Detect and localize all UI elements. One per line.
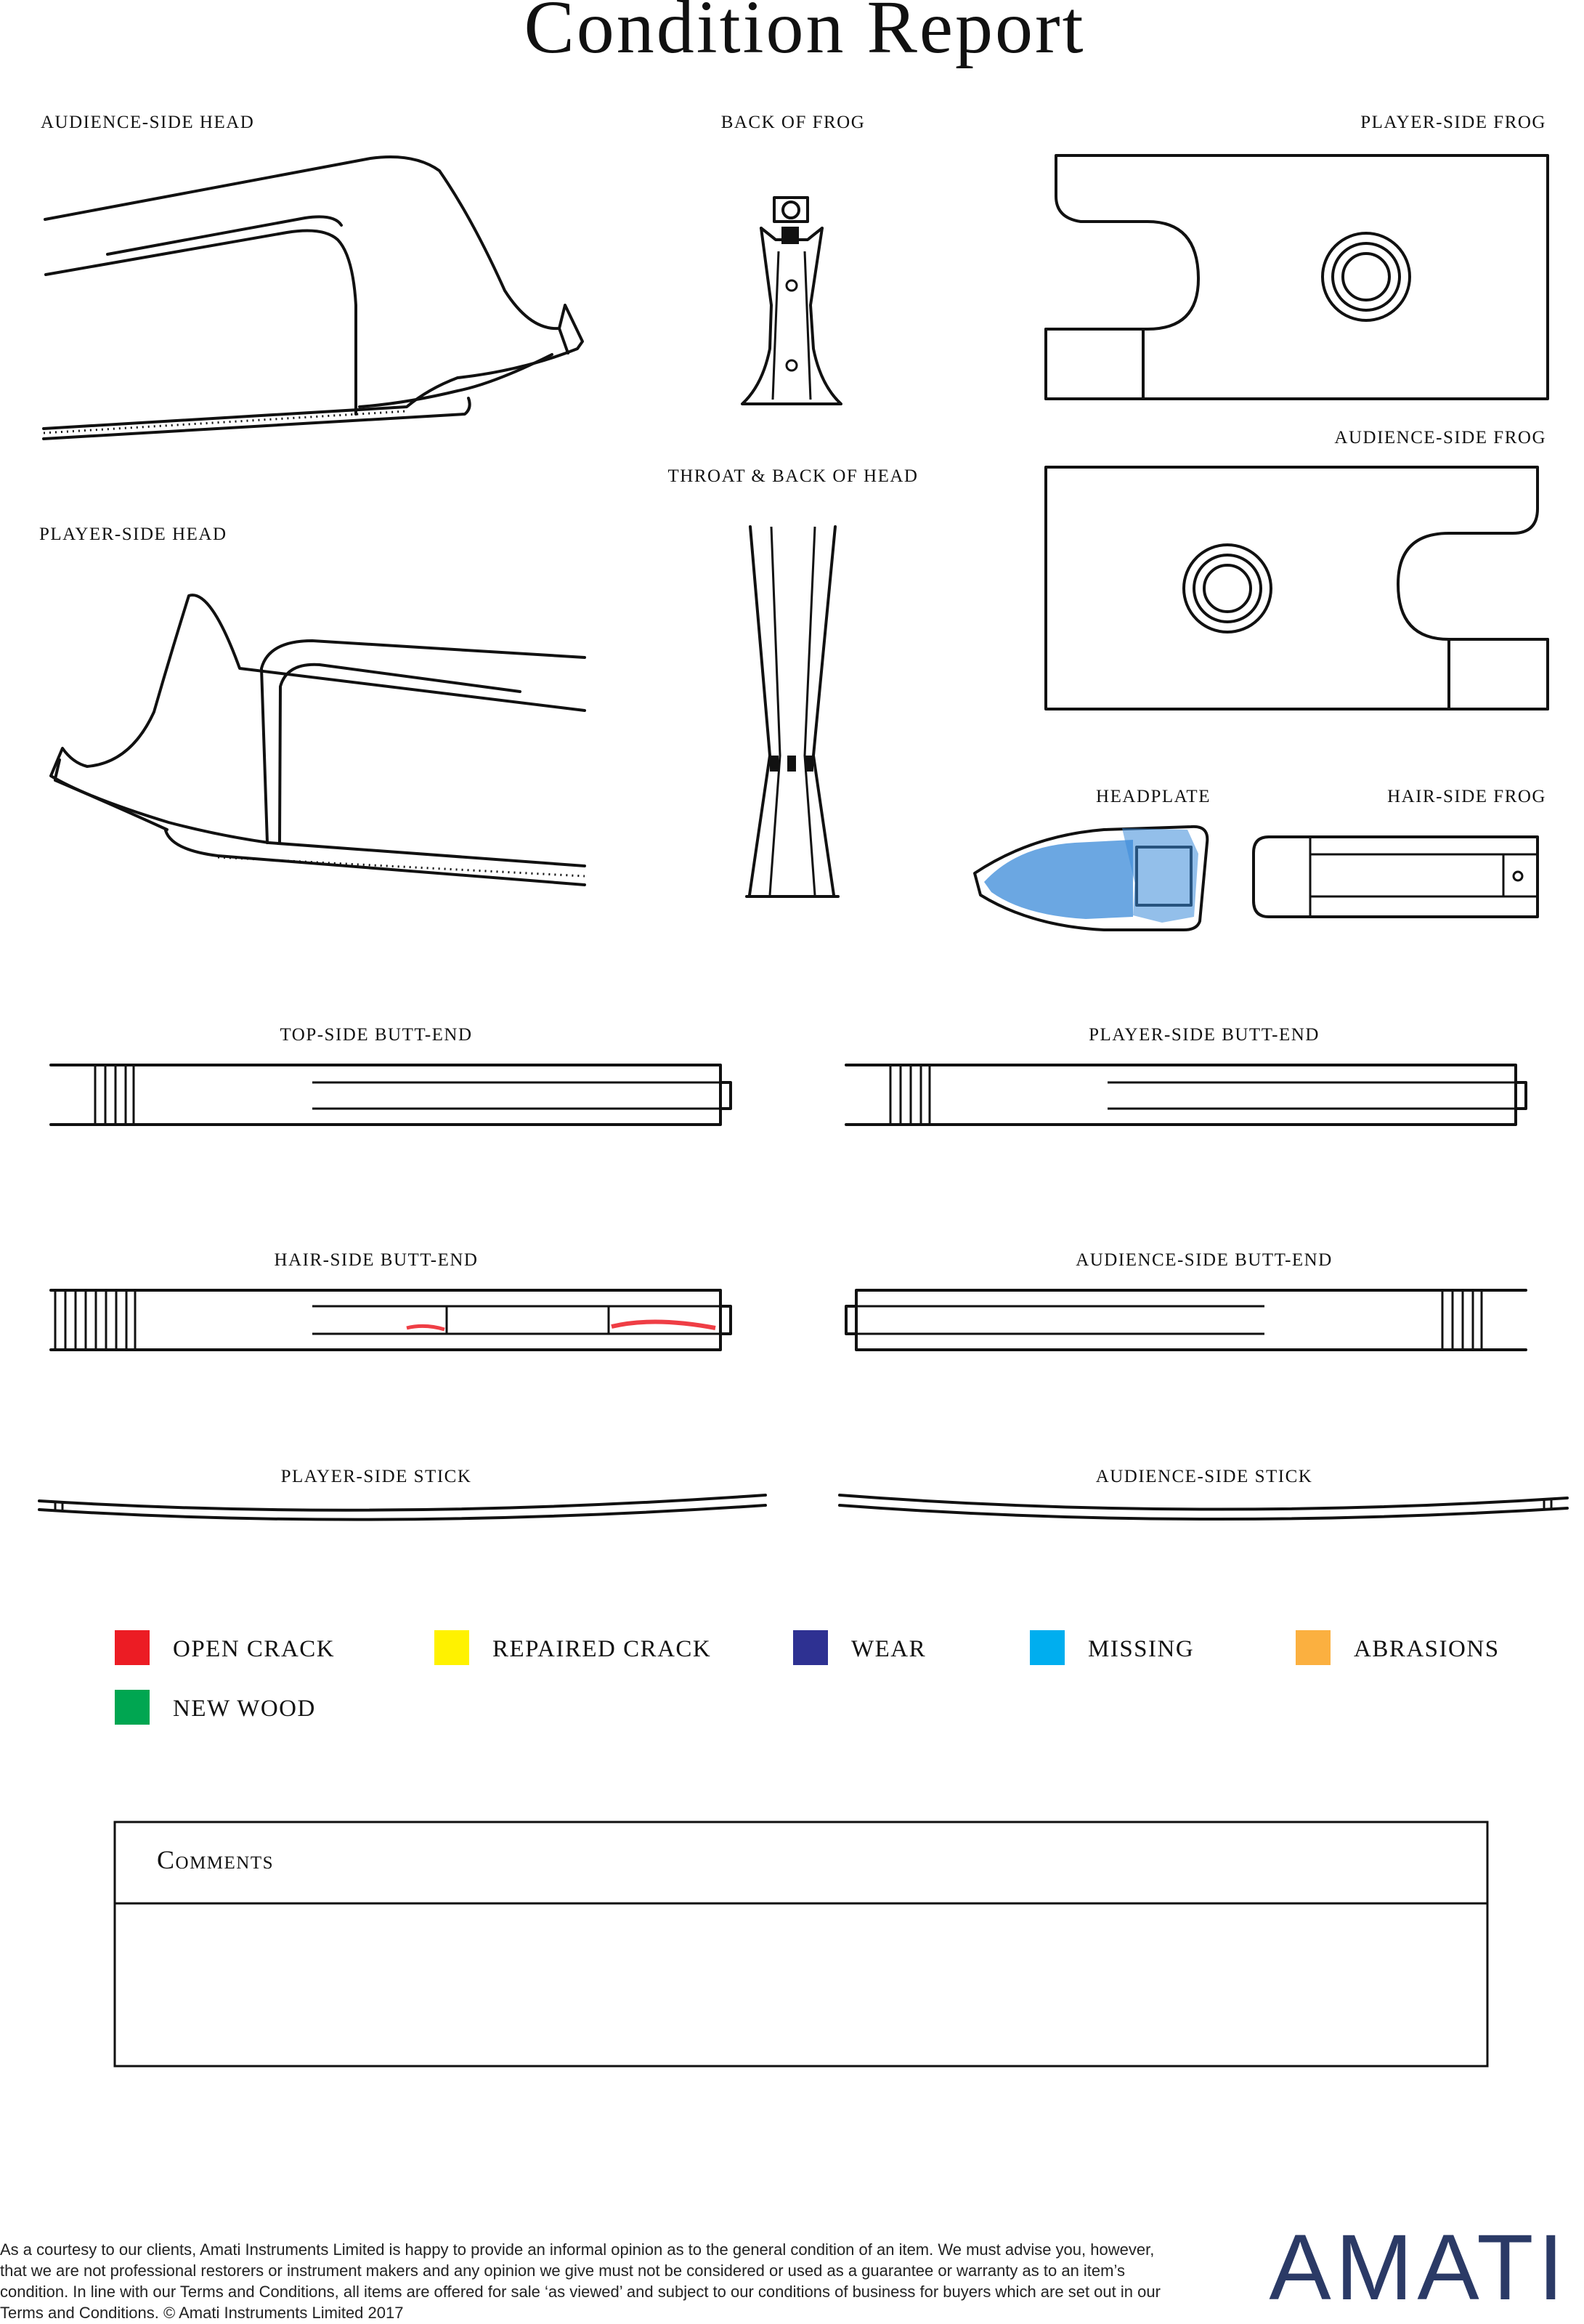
player-side-stick-diagram[interactable] bbox=[39, 1495, 765, 1520]
legend-item-open-crack bbox=[115, 1630, 335, 1665]
brand-logo: AMATI bbox=[1269, 2216, 1568, 2320]
legend-swatch-open-crack bbox=[115, 1630, 150, 1665]
label-audience-side-butt-end: AUDIENCE-SIDE BUTT-END bbox=[1076, 1250, 1333, 1270]
audience-side-butt-end-diagram[interactable] bbox=[846, 1290, 1526, 1350]
label-audience-side-head: AUDIENCE-SIDE HEAD bbox=[41, 113, 255, 132]
comments-box bbox=[115, 1822, 1487, 2066]
legend-swatch-abrasions bbox=[1296, 1630, 1331, 1665]
throat-stitch-marks bbox=[770, 756, 813, 772]
legend-label-missing: MISSING bbox=[1088, 1636, 1195, 1662]
label-hair-side-frog: HAIR-SIDE FROG bbox=[1387, 787, 1546, 806]
hair-side-butt-end-diagram[interactable] bbox=[51, 1290, 731, 1350]
page-title: Condition Report bbox=[524, 0, 1086, 69]
label-audience-side-stick: AUDIENCE-SIDE STICK bbox=[1095, 1467, 1313, 1486]
legend-item-new-wood bbox=[115, 1690, 316, 1725]
hair-side-butt-open-crack-marking bbox=[407, 1321, 715, 1329]
label-back-of-frog: BACK OF FROG bbox=[720, 113, 866, 132]
label-player-side-frog: PLAYER-SIDE FROG bbox=[1360, 113, 1546, 132]
legend-label-wear: WEAR bbox=[851, 1636, 927, 1662]
audience-side-frog-diagram[interactable] bbox=[1046, 467, 1548, 709]
legend-item-missing bbox=[1030, 1630, 1194, 1665]
legend-item-repaired-crack bbox=[434, 1630, 711, 1665]
headplate-diagram[interactable] bbox=[975, 827, 1207, 930]
comments-field[interactable] bbox=[118, 1906, 1485, 2063]
legend-swatch-repaired-crack bbox=[434, 1630, 469, 1665]
legend-label-abrasions: ABRASIONS bbox=[1354, 1636, 1500, 1662]
player-side-butt-end-diagram[interactable] bbox=[846, 1065, 1526, 1125]
legend-item-wear bbox=[793, 1630, 926, 1665]
label-player-side-stick: PLAYER-SIDE STICK bbox=[280, 1467, 472, 1486]
headplate-missing-marking bbox=[984, 828, 1198, 923]
label-headplate: HEADPLATE bbox=[1096, 787, 1211, 806]
legend-swatch-missing bbox=[1030, 1630, 1065, 1665]
legend-label-new-wood: NEW WOOD bbox=[173, 1696, 316, 1722]
label-player-side-butt-end: PLAYER-SIDE BUTT-END bbox=[1089, 1025, 1320, 1045]
legend-swatch-new-wood bbox=[115, 1690, 150, 1725]
label-audience-side-frog: AUDIENCE-SIDE FROG bbox=[1334, 428, 1546, 448]
legend-label-open-crack: OPEN CRACK bbox=[173, 1636, 336, 1662]
back-of-frog-diagram[interactable] bbox=[742, 198, 841, 404]
legend-item-abrasions bbox=[1296, 1630, 1500, 1665]
top-side-butt-end-diagram[interactable] bbox=[51, 1065, 731, 1125]
hair-side-frog-diagram[interactable] bbox=[1254, 837, 1538, 917]
legend bbox=[115, 1630, 1500, 1725]
comments-heading: Comments bbox=[157, 1845, 275, 1874]
legend-swatch-wear bbox=[793, 1630, 828, 1665]
label-throat-back-of-head: THROAT & BACK OF HEAD bbox=[667, 466, 919, 486]
player-side-frog-diagram[interactable] bbox=[1046, 155, 1548, 399]
label-top-side-butt-end: TOP-SIDE BUTT-END bbox=[280, 1025, 473, 1045]
label-hair-side-butt-end: HAIR-SIDE BUTT-END bbox=[274, 1250, 479, 1270]
throat-back-of-head-diagram[interactable] bbox=[747, 527, 838, 896]
audience-side-head-diagram[interactable] bbox=[44, 157, 582, 439]
audience-side-stick-diagram[interactable] bbox=[840, 1495, 1567, 1519]
player-side-head-diagram[interactable] bbox=[51, 595, 585, 885]
legend-label-repaired-crack: REPAIRED CRACK bbox=[492, 1636, 712, 1662]
label-player-side-head: PLAYER-SIDE HEAD bbox=[39, 525, 227, 544]
footer-disclaimer: As a courtesy to our clients, Amati Instruments Limited is happy to provide an informal opinion as to the general condition of an item. We must advise you, however, that we are not professional restorers or instrument makers and any opinion we give must not be considered or used as a guarantee or warranty as to an item’s condition. In line with our Terms and Conditions, all items are offered for sale ‘as viewed’ and subject to our conditions of business for buyers which are set out in our Terms and Conditions. © Amati Instruments Limited 2017 bbox=[0, 2240, 1161, 2322]
